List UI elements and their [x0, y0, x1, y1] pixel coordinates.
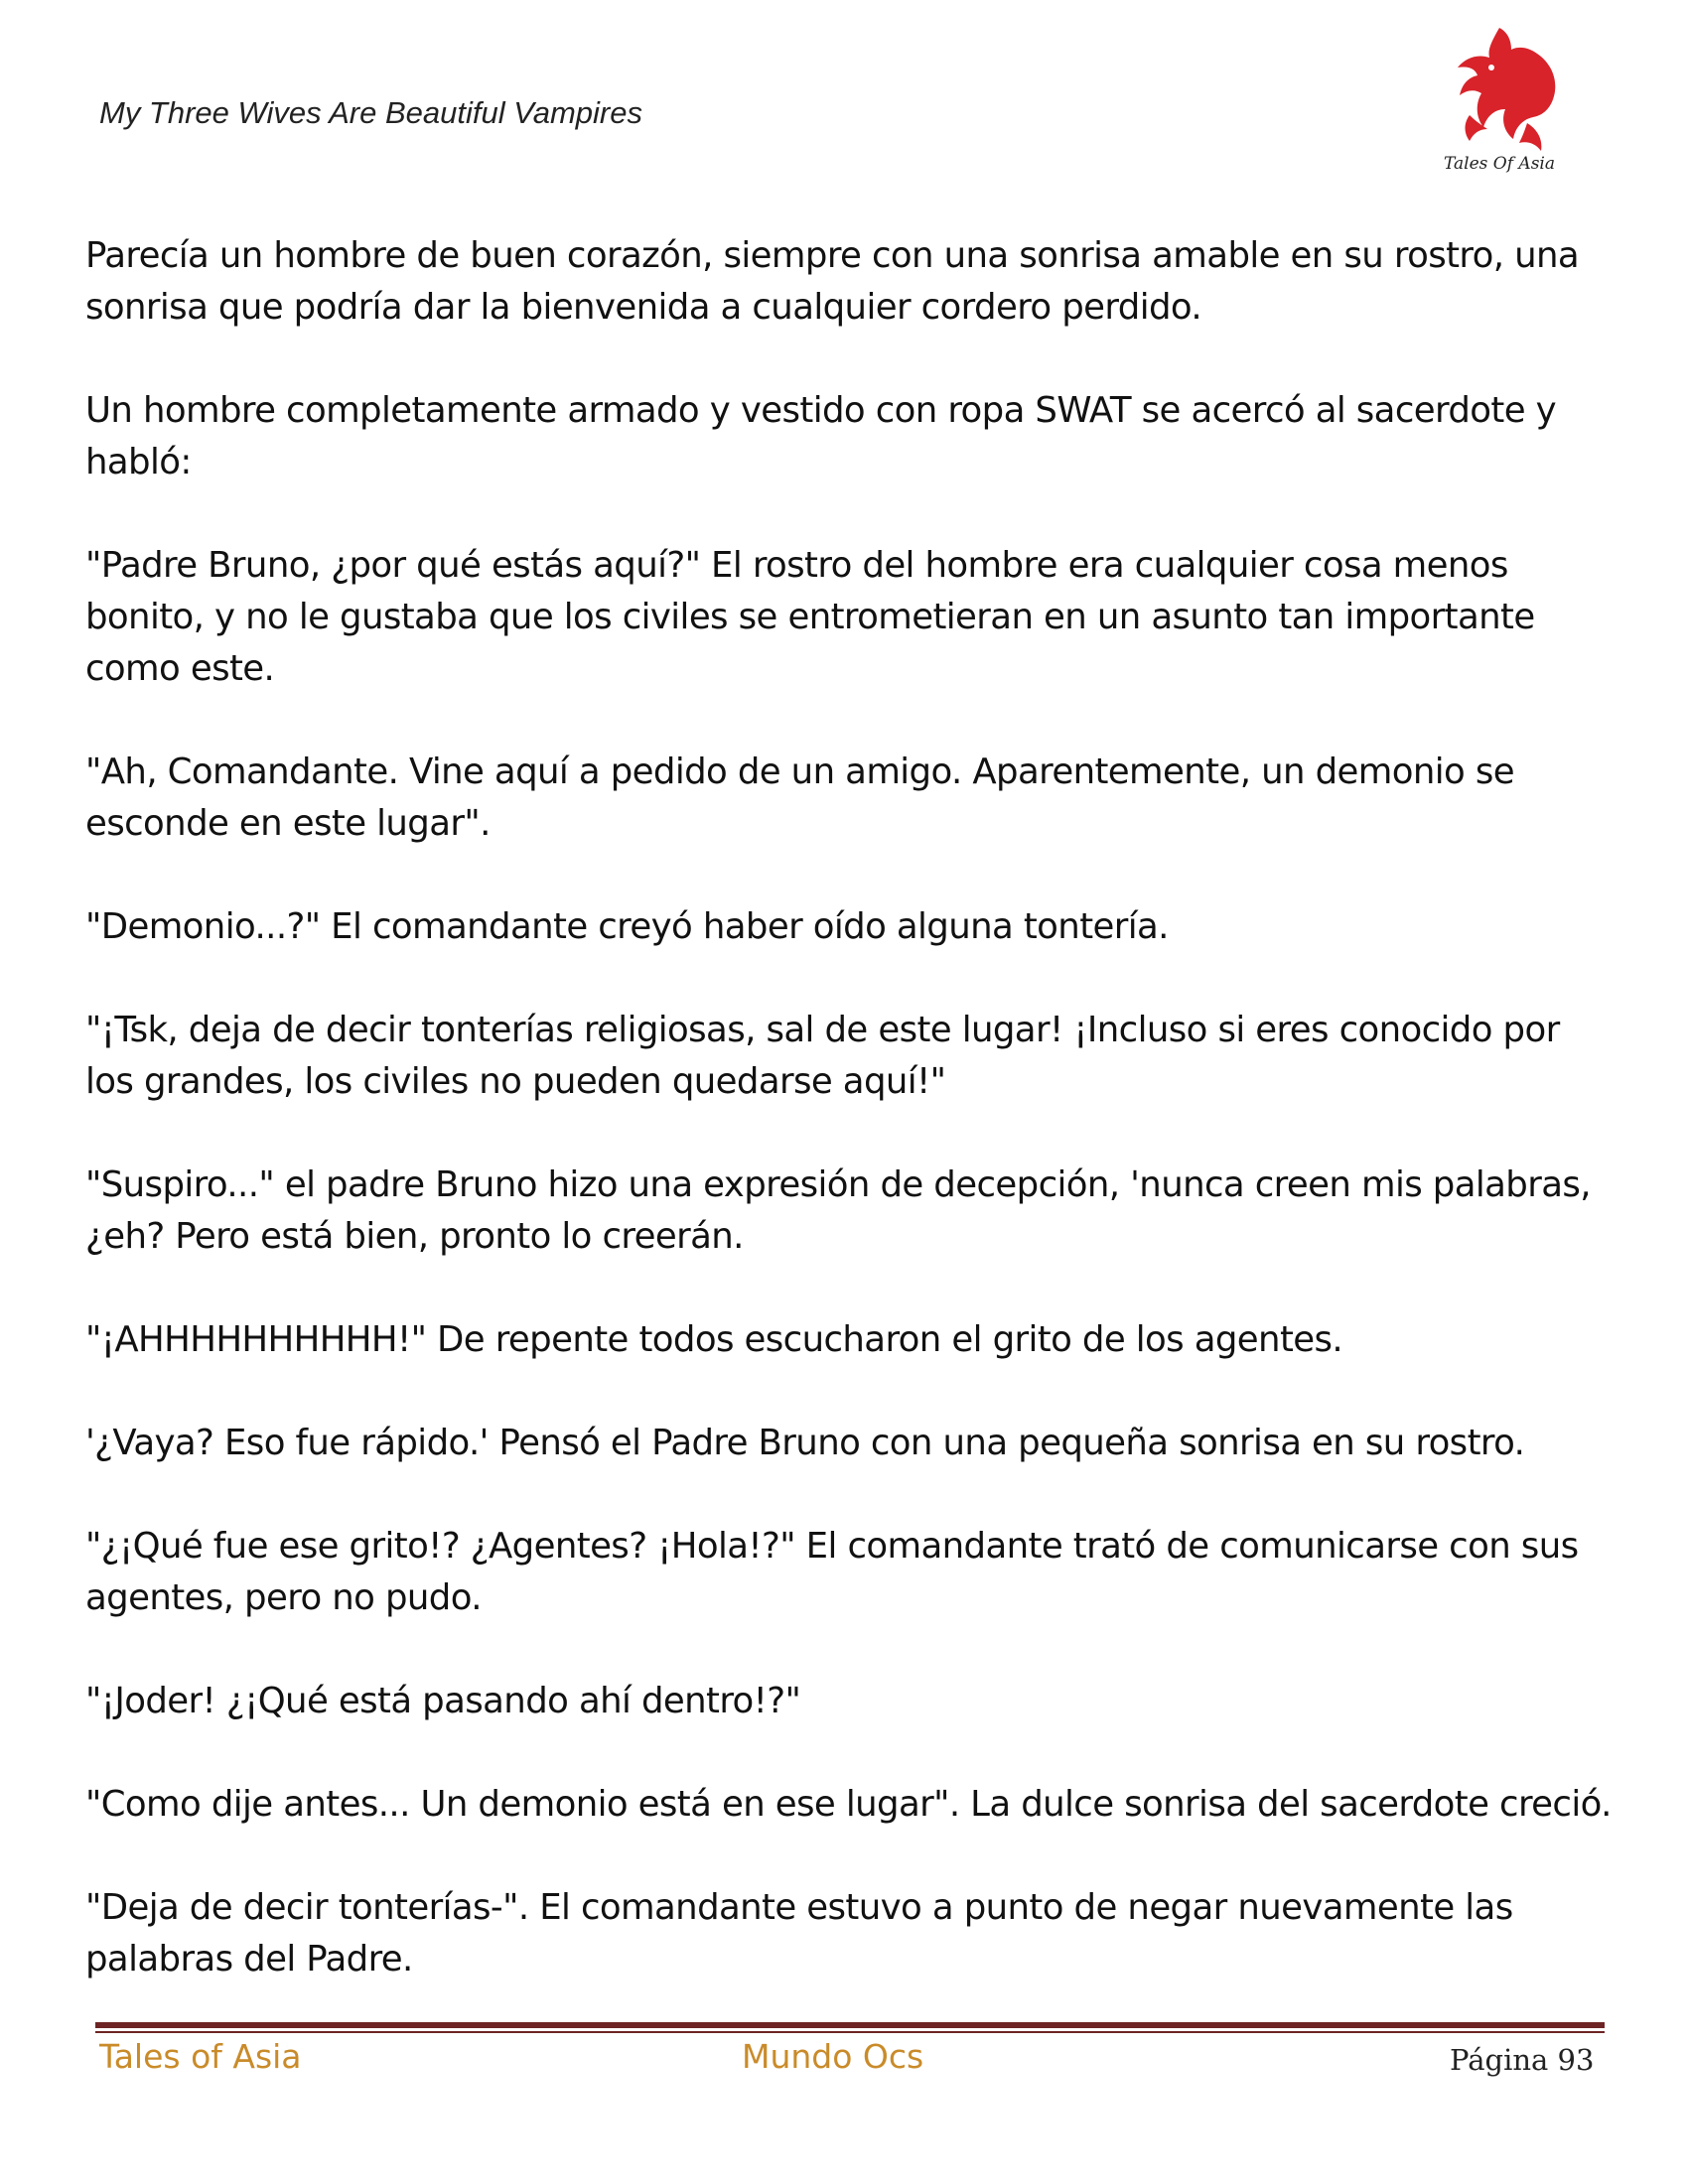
paragraph: "Suspiro..." el padre Bruno hizo una expresión de decepción, 'nunca creen mis palabras, ¿eh? Pero está bien, pronto lo creerán.	[85, 1164, 1591, 1257]
red-dragon-icon	[1458, 28, 1555, 151]
body-text	[85, 230, 1615, 2037]
footer-publisher: Tales of Asia	[99, 2037, 302, 2076]
paragraph: '¿Vaya? Eso fue rápido.' Pensó el Padre Bruno con una pequeña sonrisa en su rostro.	[85, 1423, 1525, 1463]
footer-site: Mundo Ocs	[742, 2037, 924, 2076]
paragraph: "Padre Bruno, ¿por qué estás aquí?" El rostro del hombre era cualquier cosa menos bonito, y no le gustaba que los civiles se entrometieran en un asunto tan importante como este.	[85, 545, 1535, 689]
paragraph: "¡Tsk, deja de decir tonterías religiosas, sal de este lugar! ¡Incluso si eres conocido por los grandes, los civiles no pueden quedarse aquí!"	[85, 1010, 1560, 1102]
paragraph: Parecía un hombre de buen corazón, siempre con una sonrisa amable en su rostro, una sonrisa que podría dar la bienvenida a cualquier cordero perdido.	[85, 235, 1580, 328]
paragraph: "¡Joder! ¿¡Qué está pasando ahí dentro!?"	[85, 1681, 801, 1721]
footer-divider-thin	[95, 2031, 1605, 2033]
footer-divider	[95, 2022, 1605, 2028]
logo-text: Tales Of Asia	[1444, 154, 1555, 174]
paragraph: "¡AHHHHHHHHHH!" De repente todos escucharon el grito de los agentes.	[85, 1319, 1343, 1360]
paragraph: "¿¡Qué fue ese grito!? ¿Agentes? ¡Hola!?" El comandante trató de comunicarse con sus agentes, pero no pudo.	[85, 1526, 1579, 1618]
document-header-title: My Three Wives Are Beautiful Vampires	[99, 95, 642, 130]
page-number: Página 93	[1450, 2043, 1595, 2077]
tales-of-asia-logo	[1430, 20, 1569, 179]
paragraph: "Demonio...?" El comandante creyó haber oído alguna tontería.	[85, 906, 1169, 947]
paragraph: "Deja de decir tonterías-". El comandante estuvo a punto de negar nuevamente las palabras del Padre.	[85, 1887, 1513, 1979]
paragraph: "Como dije antes... Un demonio está en ese lugar". La dulce sonrisa del sacerdote creció.	[85, 1784, 1612, 1825]
paragraph: Un hombre completamente armado y vestido con ropa SWAT se acercó al sacerdote y habló:	[85, 390, 1557, 482]
paragraph: "Ah, Comandante. Vine aquí a pedido de un amigo. Aparentemente, un demonio se esconde en este lugar".	[85, 751, 1514, 844]
